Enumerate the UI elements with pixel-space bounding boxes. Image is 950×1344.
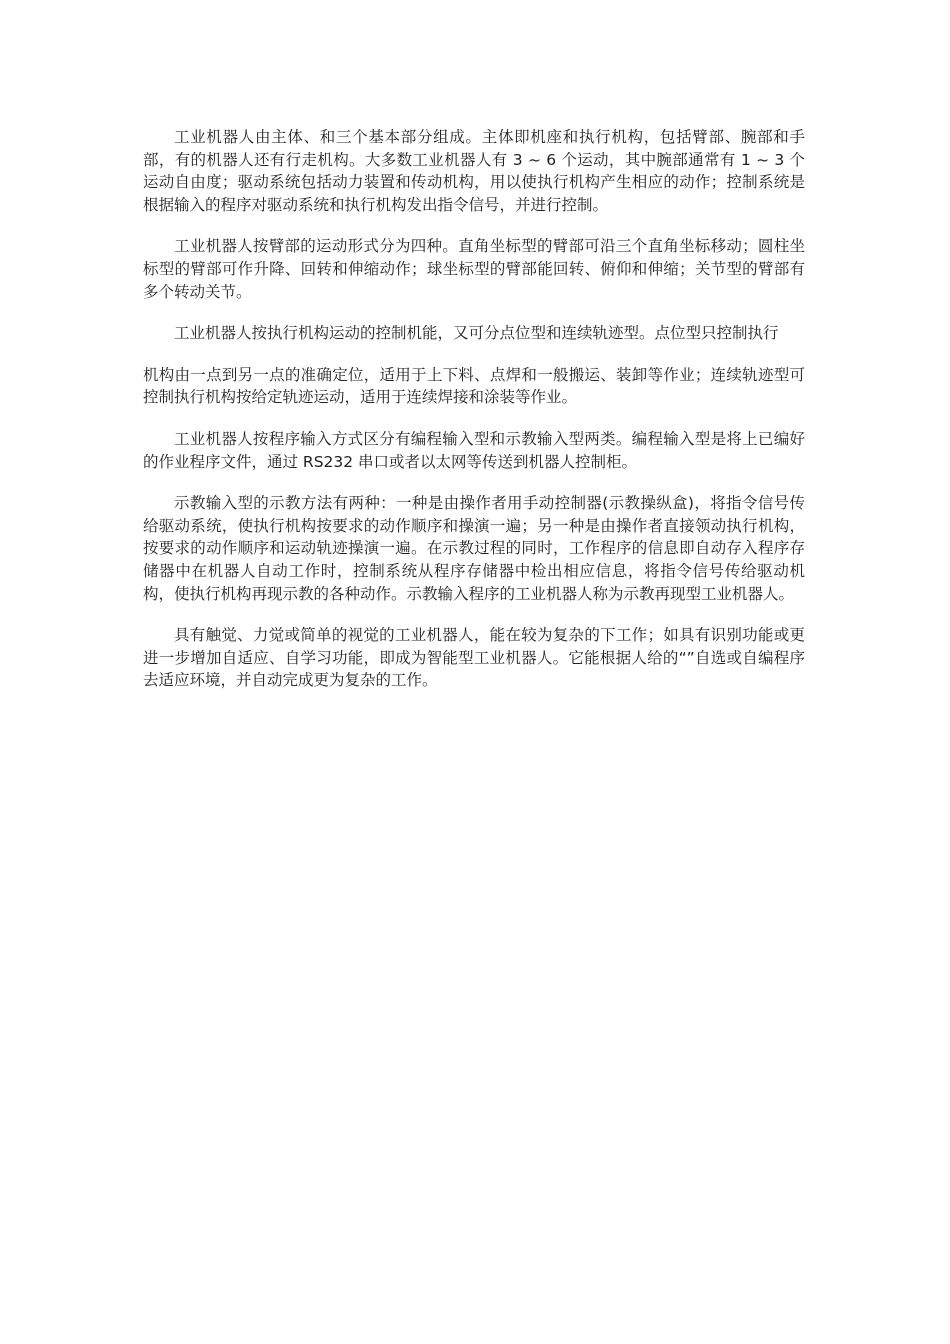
paragraph-teach-methods: 示教输入型的示教方法有两种：一种是由操作者用手动控制器(示教操纵盒)，将指令信号传给驱动系统，使执行机构按要求的动作顺序和操演一遍；另一种是由操作者直接领动执行机构，按要求的动作顺序和运动轨迹操演一遍。在示教过程的同时，工作程序的信息即自动存入程序存储器中在机器人自动工作时，控制系统从程序存储器中检出相应信息，将指令信号传给驱动机构，使执行机构再现示教的各种动作。示教输入程序的工业机器人称为示教再现型工业机器人。 [143, 494, 805, 603]
paragraph-control-types: 工业机器人按执行机构运动的控制机能，又可分点位型和连续轨迹型。点位型只控制执行 [174, 324, 779, 343]
paragraph-composition: 工业机器人由主体、和三个基本部分组成。主体即机座和执行机构，包括臂部、腕部和手部，有的机器人还有行走机构。大多数工业机器人有 3 ~ 6 个运动，其中腕部通常有 1 ~ 3 个运动自由度；驱动系统包括动力装置和传动机构，用以使执行机构产生相应的动作；控制系统是根据输入的程序对驱动系统和执行机构发出指令信号，并进行控制。 [143, 128, 805, 214]
paragraph-arm-motion-types: 工业机器人按臂部的运动形式分为四种。直角坐标型的臂部可沿三个直角坐标移动；圆柱坐标型的臂部可作升降、回转和伸缩动作；球坐标型的臂部能回转、俯仰和伸缩；关节型的臂部有多个转动关节。 [143, 237, 805, 301]
paragraph-control-types-continued: 机构由一点到另一点的准确定位，适用于上下料、点焊和一般搬运、装卸等作业；连续轨迹型可控制执行机构按给定轨迹运动，适用于连续焊接和涂装等作业。 [143, 365, 805, 407]
document-body [143, 126, 805, 711]
paragraph-program-input: 工业机器人按程序输入方式区分有编程输入型和示教输入型两类。编程输入型是将上已编好的作业程序文件，通过 RS232 串口或者以太网等传送到机器人控制柜。 [143, 429, 805, 471]
paragraph-intelligent-robots: 具有触觉、力觉或简单的视觉的工业机器人，能在较为复杂的下工作；如具有识别功能或更进一步增加自适应、自学习功能，即成为智能型工业机器人。它能根据人给的“”自选或自编程序去适应环境，并自动完成更为复杂的工作。 [143, 626, 805, 690]
